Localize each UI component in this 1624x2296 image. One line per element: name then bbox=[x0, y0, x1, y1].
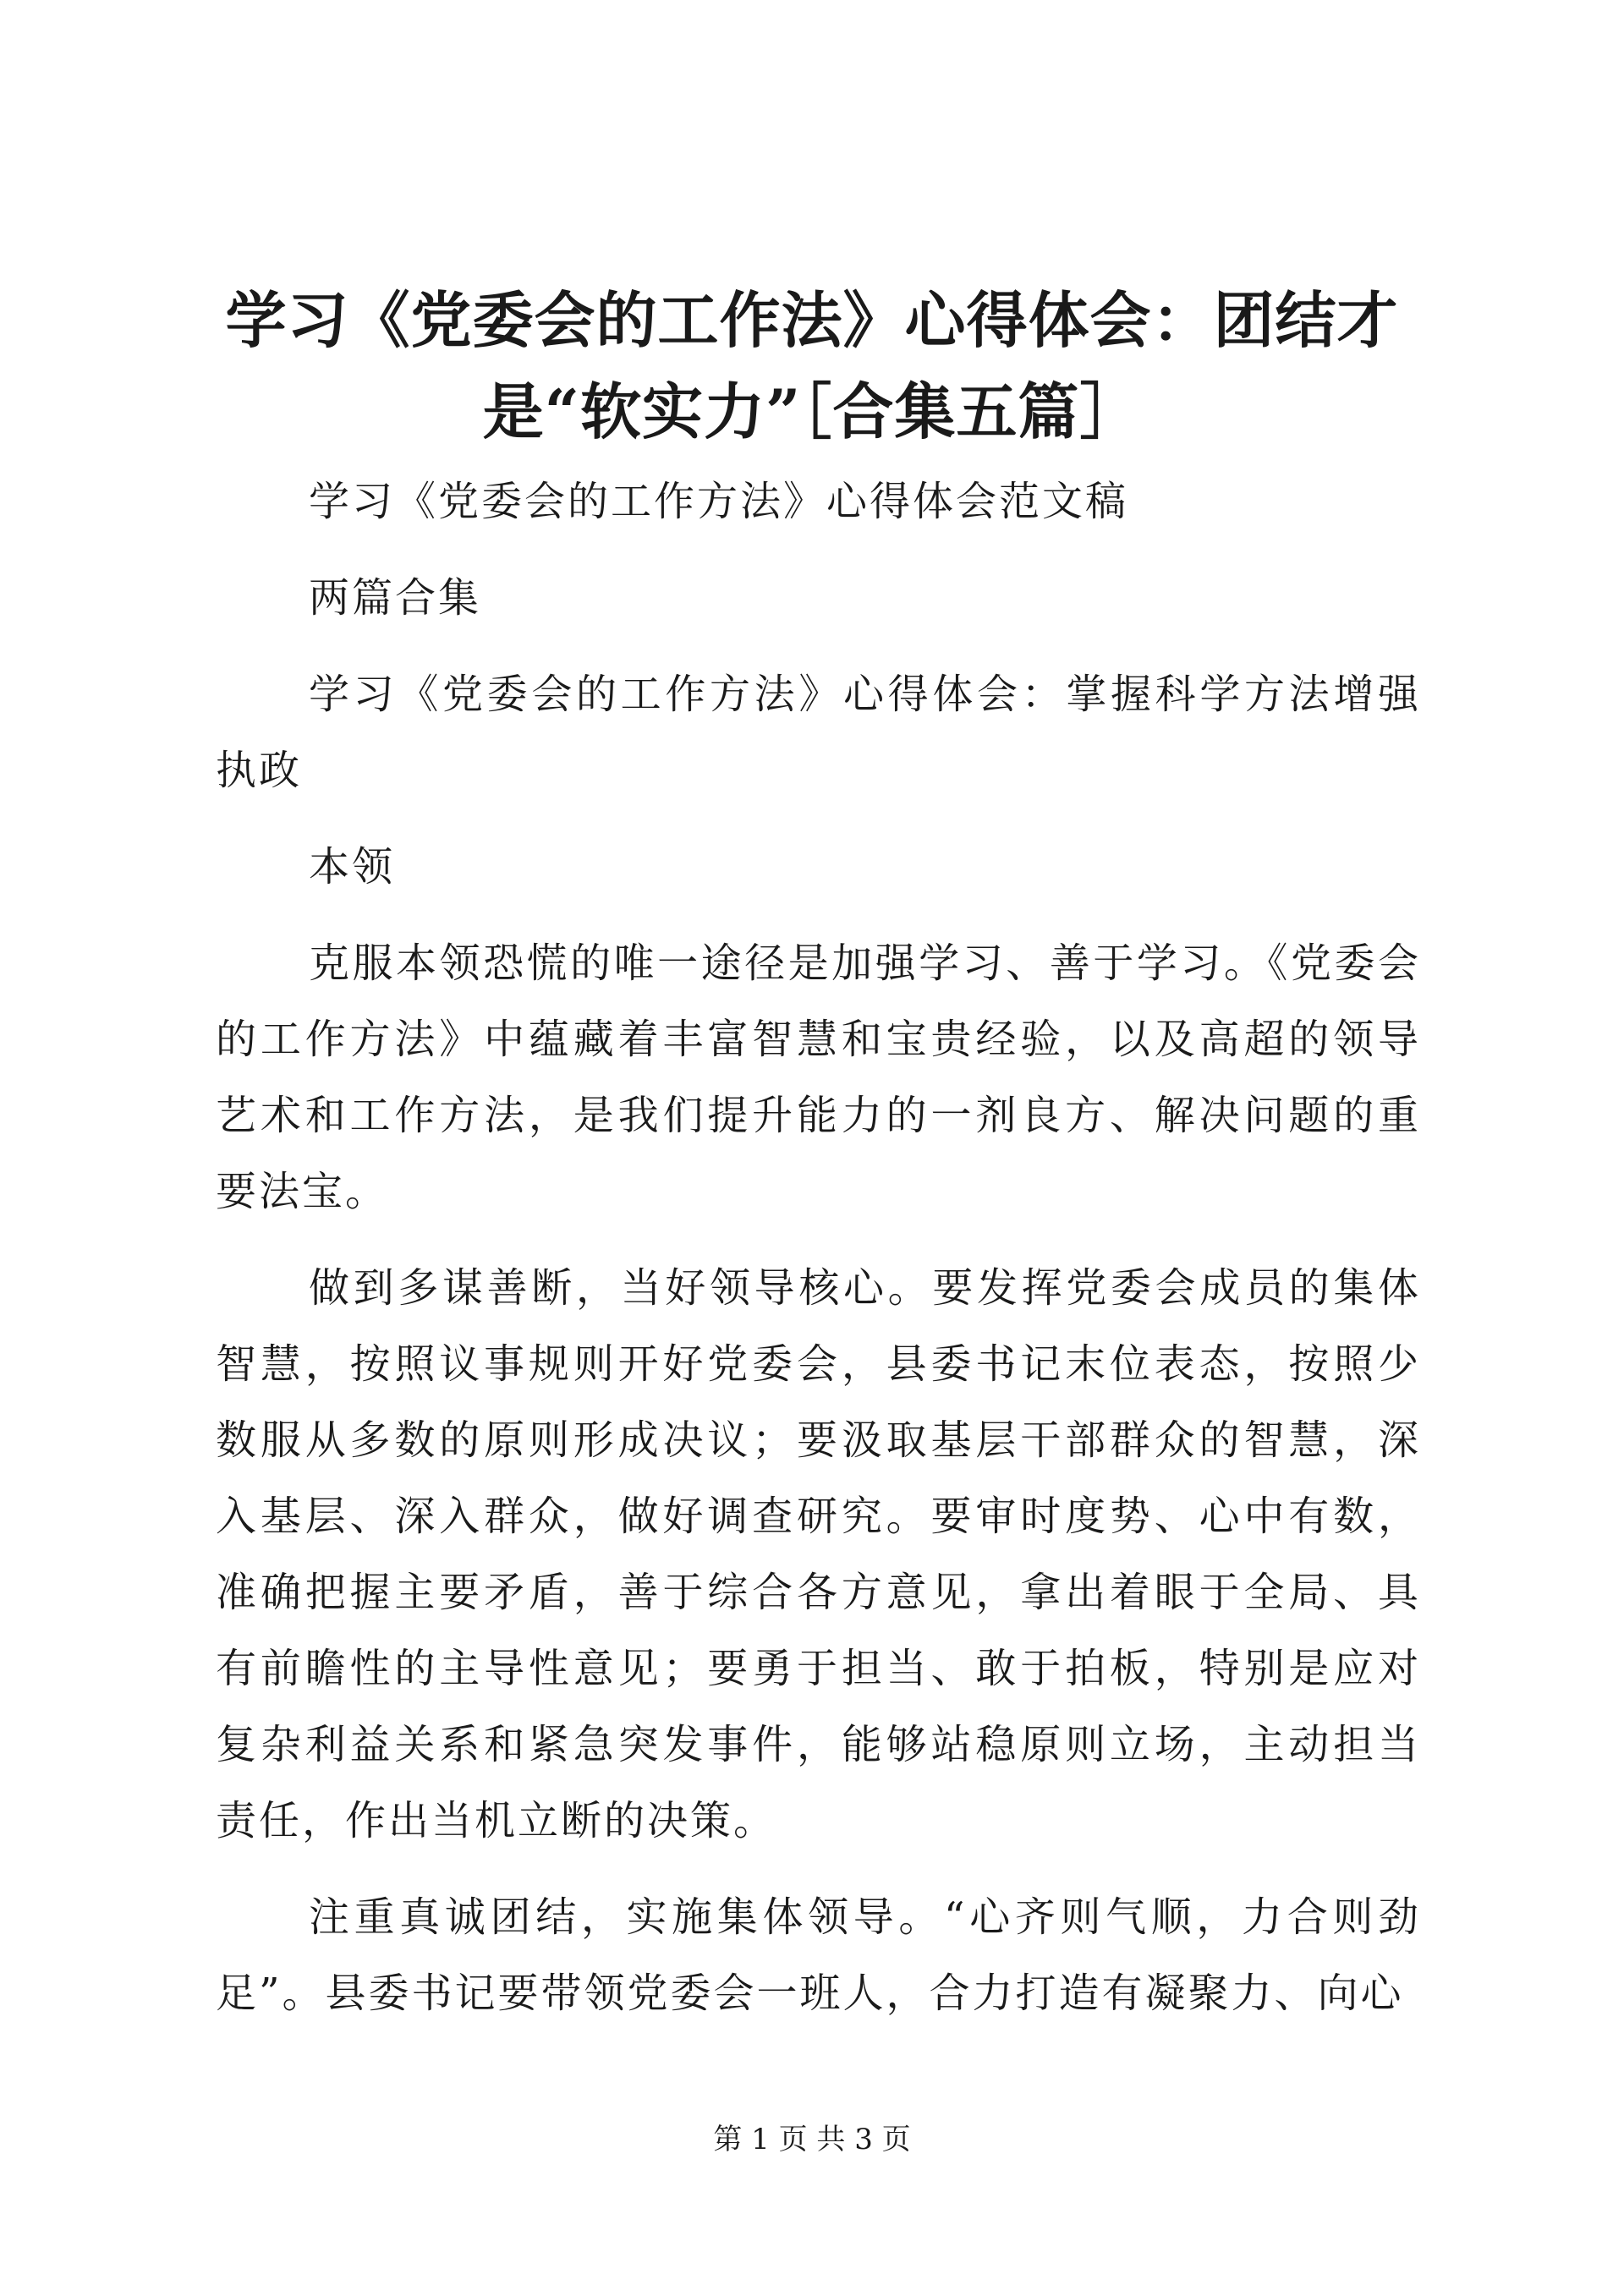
paragraph-body: 做到多谋善断，当好领导核心。要发挥党委会成员的集体智慧，按照议事规则开好党委会，县委书记末位表态，按照少数服从多数的原则形成决议；要汲取基层干部群众的智慧，深入基层、深入群众，做好调查研究。要审时度势、心中有数，准确把握主要矛盾，善于综合各方意见，拿出着眼于全局、具有前瞻性的主导性意见；要勇于担当、敢于拍板，特别是应对复杂利益关系和紧急突发事件，能够站稳原则立场，主动担当责任，作出当机立断的决策。 bbox=[216, 1264, 1421, 1844]
paragraph-section-heading: 学习《党委会的工作方法》心得体会：掌握科学方法增强执政 bbox=[216, 671, 1421, 794]
document-body bbox=[216, 463, 1421, 2052]
paragraph-body: 注重真诚团结，实施集体领导。“心齐则气顺，力合则劲足”。县委书记要带领党委会一班人，合力打造有凝聚力、向心 bbox=[216, 1893, 1421, 2017]
paragraph-subtitle: 学习《党委会的工作方法》心得体会范文稿 bbox=[309, 478, 1129, 525]
paragraph-body: 克服本领恐慌的唯一途径是加强学习、善于学习。《党委会的工作方法》中蕴藏着丰富智慧和宝贵经验，以及高超的领导艺术和工作方法，是我们提升能力的一剂良方、解决问题的重要法宝。 bbox=[216, 940, 1421, 1215]
page-footer: 第 1 页 共 3 页 bbox=[713, 2123, 911, 2156]
paragraph-collection-note: 两篇合集 bbox=[309, 574, 482, 622]
paragraph-section-heading-cont: 本领 bbox=[309, 843, 396, 890]
document-title: 学习《党委会的工作法》心得体会：团结才是“软实力”［合集五篇］ bbox=[225, 284, 1399, 447]
